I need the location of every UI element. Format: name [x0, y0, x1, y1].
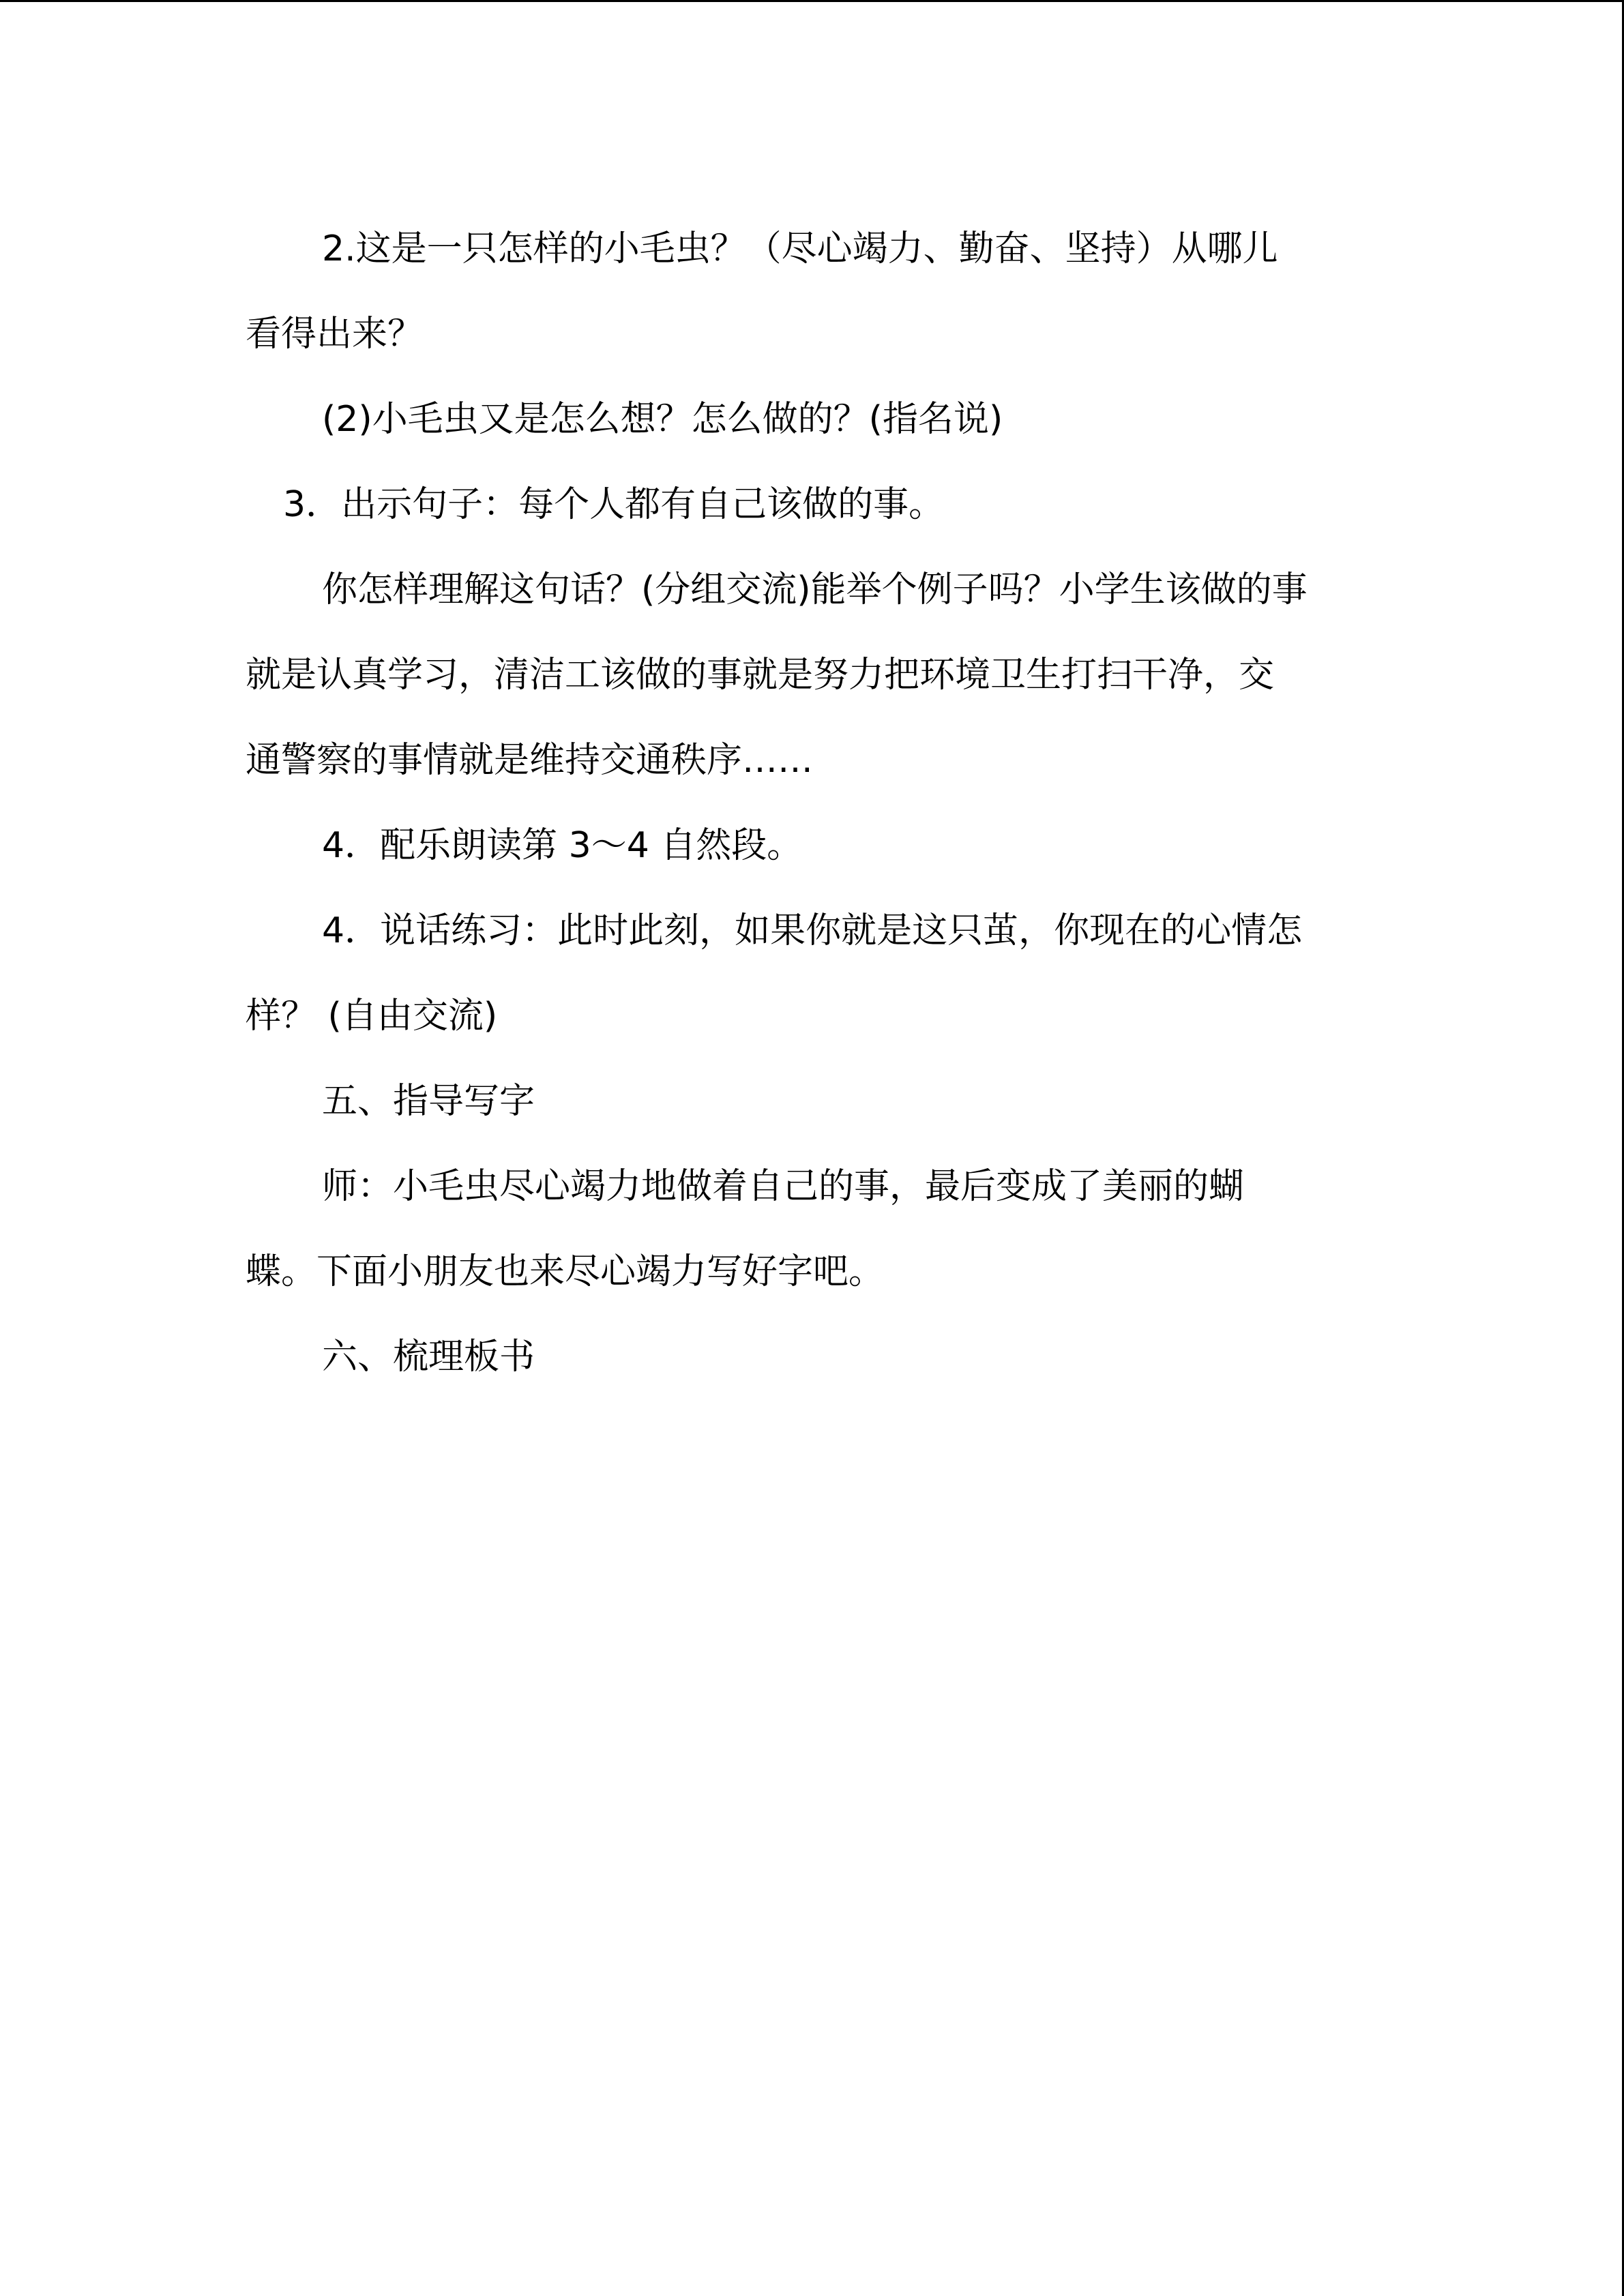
paragraph-step-4-reading: [246, 803, 1381, 889]
paragraph-teacher: [246, 1144, 1381, 1315]
paragraph-line: (2)小毛虫又是怎么想？怎么做的？(指名说): [322, 399, 1003, 440]
paragraph-step-3: [246, 462, 1381, 548]
paragraph-subquestion-2: [246, 377, 1381, 462]
paragraph-line: 4．说话练习：此时此刻，如果你就是这只茧，你现在的心情怎: [322, 910, 1303, 951]
paragraph-line: 六、梳理板书: [322, 1337, 535, 1377]
paragraph-line: 蝶。下面小朋友也来尽心竭力写好字吧。: [246, 1251, 885, 1292]
paragraph-line: 2.这是一只怎样的小毛虫？（尽心竭力、勤奋、坚持）从哪儿: [322, 228, 1278, 269]
paragraph-line: 样？ (自由交流): [246, 996, 498, 1037]
paragraph-line: 你怎样理解这句话？(分组交流)能举个例子吗？小学生该做的事: [322, 569, 1308, 610]
paragraph-line: 师：小毛虫尽心竭力地做着自己的事，最后变成了美丽的蝴: [322, 1166, 1245, 1207]
paragraph-discussion: [246, 548, 1381, 803]
paragraph-step-4-speaking: [246, 889, 1381, 1059]
paragraph-line: 通警察的事情就是维持交通秩序……: [246, 740, 814, 781]
paragraph-line: 3．出示句子：每个人都有自己该做的事。: [283, 484, 945, 525]
paragraph-line: 就是认真学习，清洁工该做的事就是努力把环境卫生打扫干净，交: [246, 655, 1275, 696]
paragraph-line: 五、指导写字: [322, 1081, 535, 1122]
paragraph-line: 看得出来？: [246, 314, 424, 355]
paragraph-question-2: [246, 207, 1381, 377]
paragraph-line: 4．配乐朗读第 3～4 自然段。: [322, 825, 803, 866]
section-heading-board: [246, 1315, 1381, 1400]
section-heading-writing: [246, 1059, 1381, 1144]
document-body: [246, 207, 1381, 1400]
